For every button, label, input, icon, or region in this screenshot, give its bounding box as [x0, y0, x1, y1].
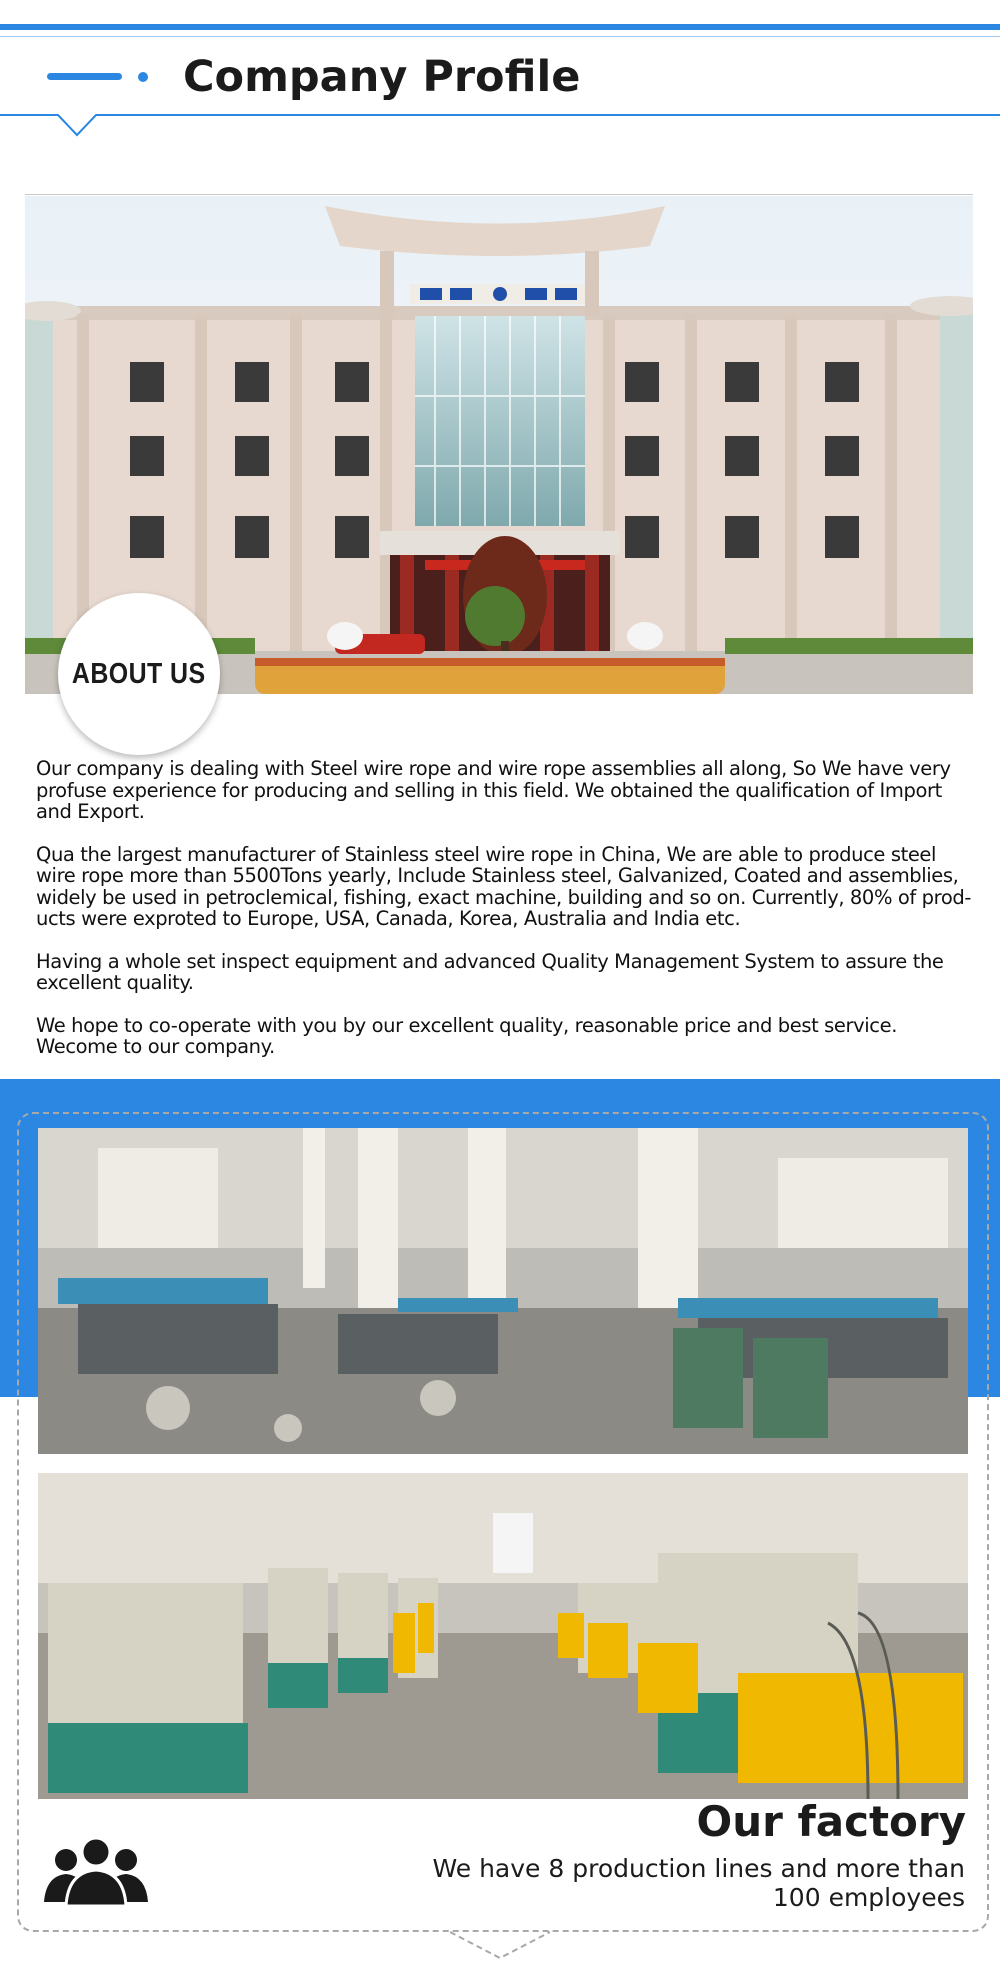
dash-icon: [47, 73, 122, 80]
about-paragraph-4: We hope to co-operate with you by our excellent quality, reasonable price and best service. Wecome to our company.: [36, 1013, 897, 1058]
header-top-rule: [0, 24, 1000, 30]
factory-title: Our factory: [696, 1797, 966, 1846]
header-thin-rule: [0, 36, 1000, 37]
about-text-block: [36, 758, 976, 1079]
people-icon: [42, 1832, 150, 1906]
factory-photo-2: [38, 1473, 968, 1799]
factory-illustration-1: [38, 1128, 968, 1454]
factory-description: We have 8 production lines and more than 100 employees: [432, 1854, 965, 1912]
about-us-badge: [58, 593, 220, 755]
about-paragraph-1: Our company is dealing with Steel wire rope and wire rope assemblies all along, So We have very profuse experience for producing and selling in this field. We obtained the qualification of Import and Export.: [36, 757, 951, 823]
about-us-label: ABOUT US: [72, 657, 206, 690]
dot-icon: [138, 72, 148, 82]
page-title: Company Profile: [183, 52, 581, 102]
photo-top-rule: [25, 194, 973, 195]
about-paragraph-2: Qua the largest manufacturer of Stainless steel wire rope in China, We are able to produce steel wire rope more than 5500Tons yearly, Include Stainless steel, Galvanized, Coated and assemblies, widely be used in petroclemical, fishing, exact machine, building and so on. Currently, 80% of prod-ucts were exproted to Europe, USA, Canada, Korea, Australia and India etc.: [36, 842, 971, 930]
factory-illustration-2: [38, 1473, 968, 1799]
about-paragraph-3: Having a whole set inspect equipment and advanced Quality Management System to assure the excellent quality.: [36, 949, 944, 994]
frame-chevron-icon: [450, 1928, 550, 1962]
factory-photo-1: [38, 1128, 968, 1454]
header-bottom-divider: [0, 108, 1000, 142]
